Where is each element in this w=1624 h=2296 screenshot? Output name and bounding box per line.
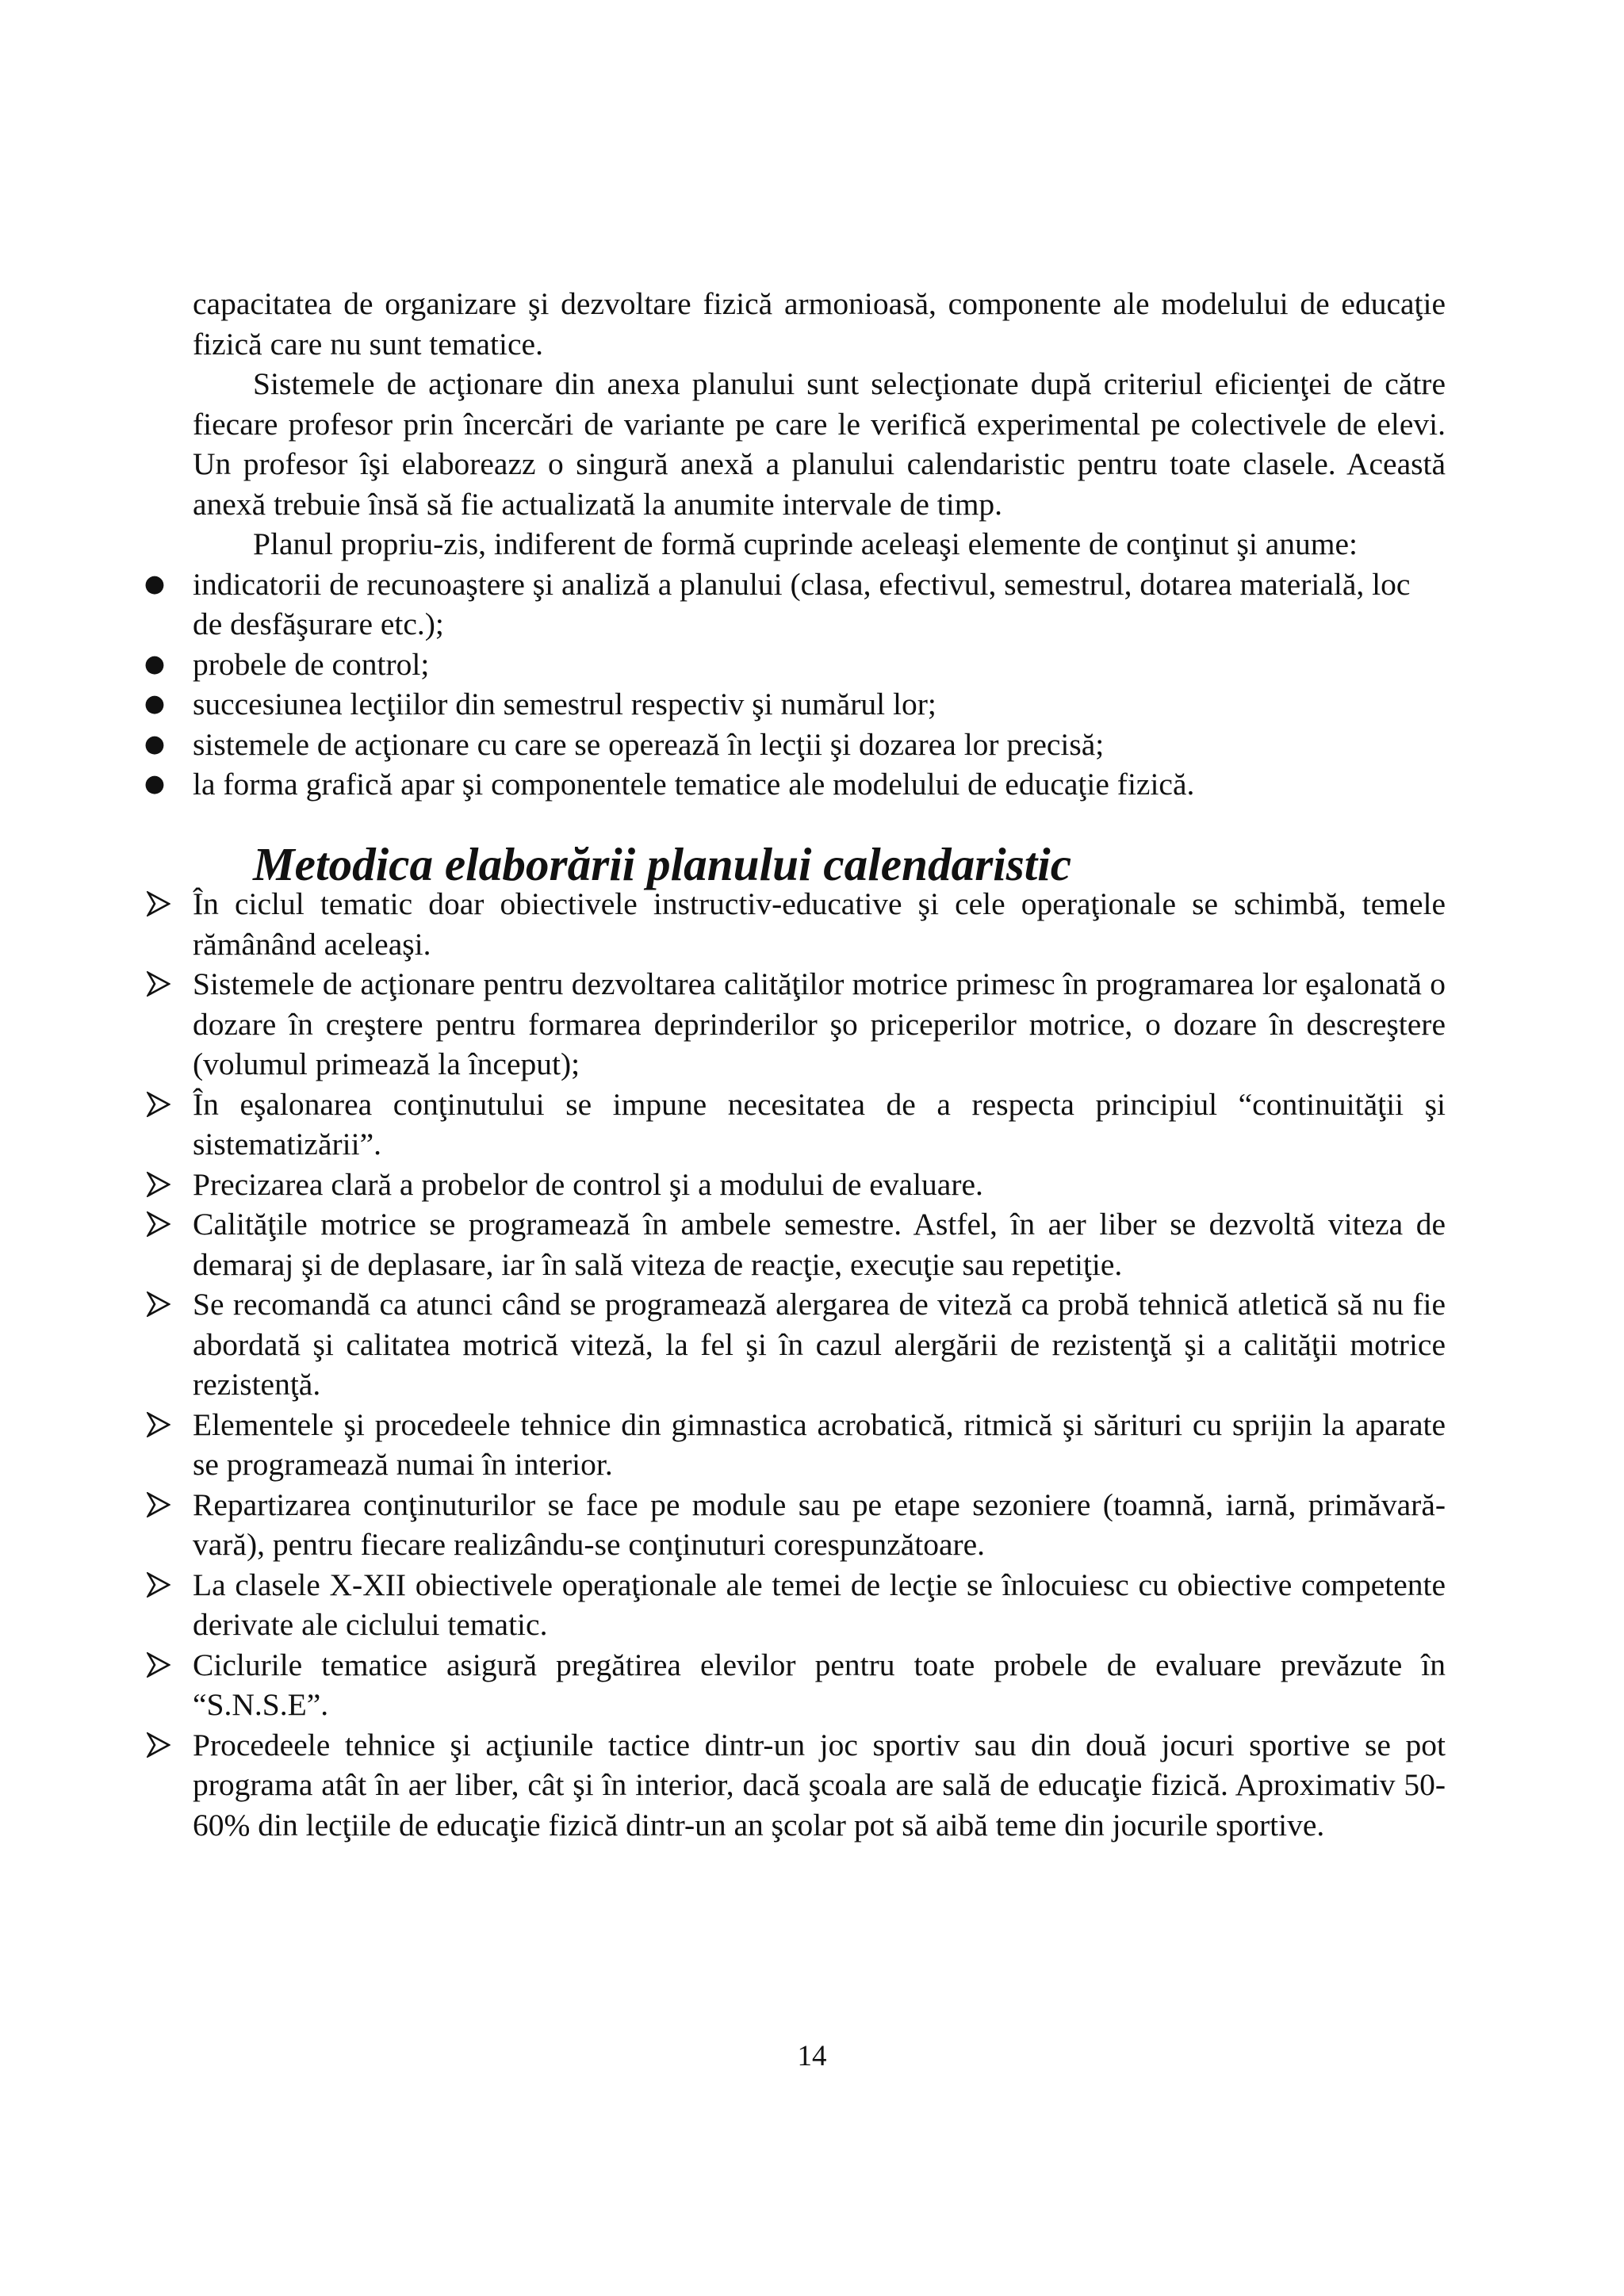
section-heading: Metodica elaborării planului calendaristic — [253, 837, 1071, 890]
intro-paragraph: capacitatea de organizare şi dezvoltare fizică armonioasă, componente ale modelului de educaţie fizică care nu sunt tematice. — [193, 286, 1446, 362]
arrow-item-text: În ciclul tematic doar obiectivele instructiv-educative şi cele operaţionale se schimbă, temele rămânând aceleaşi. — [193, 886, 1446, 962]
page-body — [144, 284, 1446, 1845]
arrow-item-text: Calităţile motrice se programează în ambele semestre. Astfel, în aer liber se dezvoltă viteza de demaraj şi de deplasare, iar în sală viteza de reacţie, execuţie sau repetiţie. — [193, 1207, 1446, 1282]
arrow-item-text: Precizarea clară a probelor de control şi a modului de evaluare. — [193, 1166, 983, 1202]
arrow-item-text: Se recomandă ca atunci când se programează alergarea de viteză ca probă tehnică atletică să nu fie abordată şi calitatea motrică viteză, la fel şi în cazul alergării de rezistenţă şi a calităţii motrice rezistenţă. — [193, 1287, 1446, 1402]
arrow-list-item — [193, 1485, 1446, 1565]
intro-paragraph: Sistemele de acţionare din anexa planului sunt selecţionate după criteriul eficienţei de către fiecare profesor prin încercări de variante pe care le verifică experimental pe colectivele de elevi. Un profesor îşi elaboreazz o singură anexă a planului calendaristic pentru toate clasele. Această anexă trebuie însă să fie actualizată la anumite intervale de timp. — [193, 366, 1446, 522]
arrowhead-bullet-icon — [147, 1172, 170, 1197]
arrow-list-item — [193, 1645, 1446, 1725]
bullet-item-text: la forma grafică apar şi componentele tematice ale modelului de educaţie fizică. — [193, 767, 1195, 802]
bullet-item — [144, 564, 1446, 645]
arrow-list-item — [193, 1085, 1446, 1165]
arrow-list-item — [193, 1204, 1446, 1284]
arrow-list-item — [193, 1405, 1446, 1485]
bullet-dot-icon: ● — [144, 729, 166, 758]
bullet-dot-icon: ● — [144, 569, 166, 598]
bullet-dot-icon: ● — [144, 649, 166, 678]
arrow-item-text: Elementele şi procedeele tehnice din gimnastica acrobatică, ritmică şi sărituri cu sprijin la aparate se programează numai în interior. — [193, 1406, 1446, 1482]
bullet-item — [144, 725, 1446, 765]
bullet-dot-icon: ● — [144, 690, 166, 718]
arrow-item-text: Sistemele de acţionare pentru dezvoltarea calităţilor motrice primesc în programarea lor eşalonată o dozare în creştere pentru formarea deprinderilor şo priceperilor motrice, o dozare în descreştere (volumul primează la început); — [193, 966, 1446, 1081]
arrow-list-item — [193, 1165, 1446, 1205]
arrow-item-text: Procedeele tehnice şi acţiunile tactice dintr-un joc sportiv sau din două jocuri sportive se pot programa atât în aer liber, cât şi în interior, dacă şcoala are sală de educaţie fizică. Aproximativ 50-60% din lecţiile de educaţie fizică dintr-un an şcolar pot să aibă teme din jocurile sportive. — [193, 1727, 1446, 1843]
arrowhead-bullet-icon — [147, 1492, 170, 1517]
page-number: 14 — [797, 2040, 827, 2072]
arrowhead-bullet-icon — [147, 1211, 170, 1237]
arrowhead-bullet-icon — [147, 1732, 170, 1758]
arrow-list-item — [193, 1284, 1446, 1405]
arrow-bullet-list — [193, 884, 1446, 1845]
arrowhead-bullet-icon — [147, 1652, 170, 1678]
arrow-item-text: La clasele X-XII obiectivele operaţionale ale temei de lecţie se înlocuiesc cu obiective competente derivate ale ciclului tematic. — [193, 1567, 1446, 1642]
arrow-list-item — [193, 884, 1446, 964]
bullet-item — [144, 645, 1446, 685]
arrow-list-item — [193, 1565, 1446, 1645]
bullet-item — [144, 684, 1446, 725]
intro-paragraph: Planul propriu-zis, indiferent de formă cuprinde aceleaşi elemente de conţinut şi anume: — [253, 526, 1358, 561]
arrowhead-bullet-icon — [147, 1292, 170, 1317]
bullet-dot-icon: ● — [144, 770, 166, 798]
arrow-item-text: Ciclurile tematice asigură pregătirea elevilor pentru toate probele de evaluare prevăzute în “S.N.S.E”. — [193, 1647, 1446, 1722]
arrow-list-item — [193, 964, 1446, 1085]
bullet-item-text: probele de control; — [193, 646, 430, 682]
bullet-item-text: indicatorii de recunoaştere şi analiză a planului (clasa, efectivul, semestrul, dotarea materială, loc de desfăşurare etc.); — [193, 566, 1411, 641]
bullet-item-text: sistemele de acţionare cu care se operează în lecţii şi dozarea lor precisă; — [193, 726, 1105, 762]
arrow-list-item — [193, 1725, 1446, 1846]
arrow-item-text: În eşalonarea conţinutului se impune necesitatea de a respecta principiul “continuităţii şi sistematizării”. — [193, 1086, 1446, 1161]
bullet-item — [144, 764, 1446, 805]
arrow-item-text: Repartizarea conţinuturilor se face pe module sau pe etape sezoniere (toamnă, iarnă, primăvară-vară), pentru fiecare realizându-se conţinuturi corespunzătoare. — [193, 1487, 1446, 1562]
arrowhead-bullet-icon — [147, 891, 170, 916]
bullet-list — [144, 564, 1446, 805]
arrowhead-bullet-icon — [147, 1092, 170, 1117]
bullet-item-text: succesiunea lecţiilor din semestrul respectiv şi numărul lor; — [193, 687, 936, 721]
arrowhead-bullet-icon — [147, 971, 170, 997]
arrowhead-bullet-icon — [147, 1572, 170, 1598]
arrowhead-bullet-icon — [147, 1412, 170, 1437]
